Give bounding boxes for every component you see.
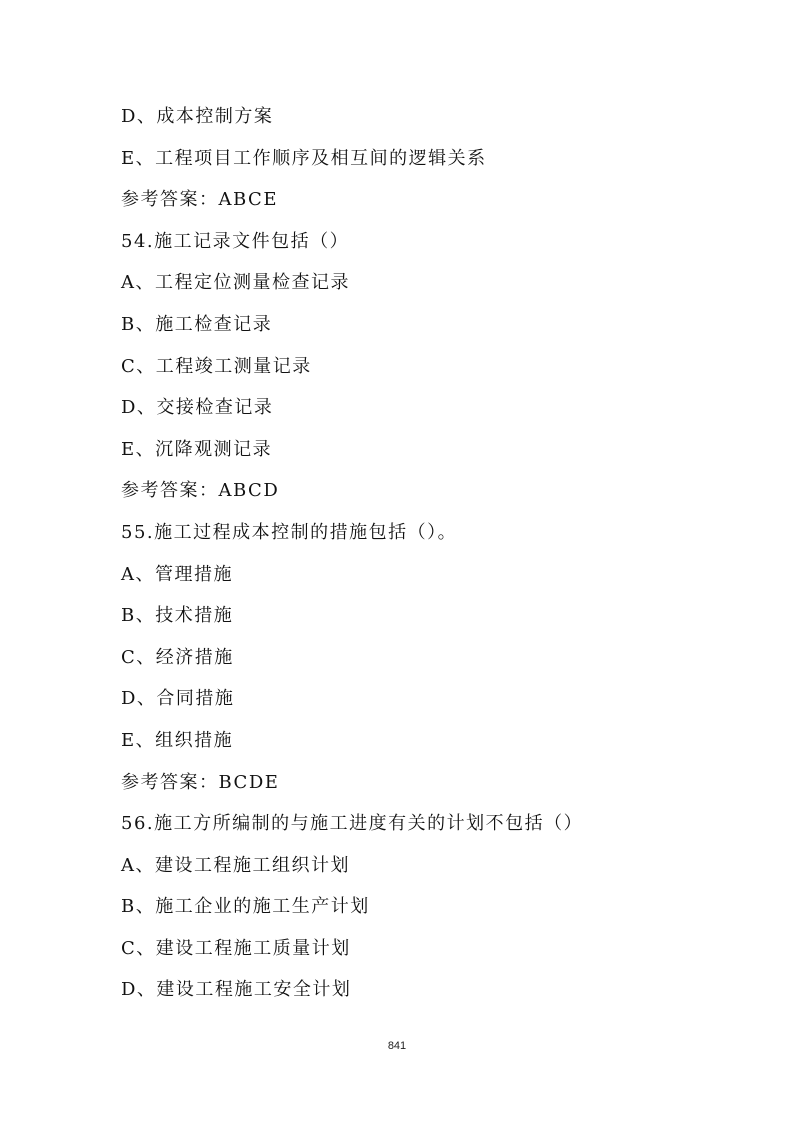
option-a-line: A、建设工程施工组织计划 — [121, 854, 350, 876]
option-b-line: B、技术措施 — [121, 605, 234, 627]
answer-line: 参考答案：ABCD — [121, 480, 280, 502]
option-d-line: D、合同措施 — [121, 688, 235, 710]
document-body — [121, 96, 741, 1011]
option-e-line: E、沉降观测记录 — [121, 438, 273, 460]
option-b-line: B、施工企业的施工生产计划 — [121, 896, 370, 918]
question-55: 55.施工过程成本控制的措施包括（）。 — [121, 521, 458, 543]
option-e-line: E、组织措施 — [121, 729, 234, 751]
answer-line: 参考答案：ABCE — [121, 189, 278, 211]
option-c-line: C、工程竣工测量记录 — [121, 355, 312, 377]
option-b-line: B、施工检查记录 — [121, 313, 273, 335]
option-a-line: A、工程定位测量检查记录 — [121, 272, 350, 294]
option-c-line: C、经济措施 — [121, 646, 234, 668]
option-e-line: E、工程项目工作顺序及相互间的逻辑关系 — [121, 147, 487, 169]
option-a-line: A、管理措施 — [121, 563, 233, 585]
option-c-line: C、建设工程施工质量计划 — [121, 937, 351, 959]
option-d-line: D、建设工程施工安全计划 — [121, 979, 352, 1001]
option-d-line: D、交接检查记录 — [121, 397, 274, 419]
option-d-line: D、成本控制方案 — [121, 106, 274, 127]
answer-line: 参考答案：BCDE — [121, 771, 280, 793]
question-56: 56.施工方所编制的与施工进度有关的计划不包括（） — [121, 813, 584, 835]
question-54: 54.施工记录文件包括（） — [121, 230, 350, 252]
page-number: 841 — [387, 1040, 407, 1052]
